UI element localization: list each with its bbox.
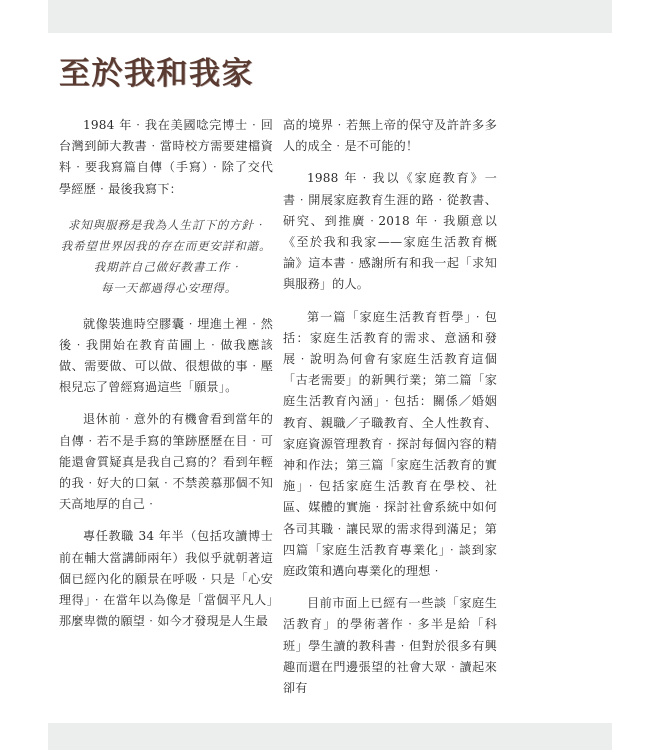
top-gray-band [48,0,612,33]
paragraph: 專任教職 34 年半（包括攻讀博士前在輔大當講師兩年）我似乎就朝著這個已經內化的願景在呼吸‧只是「心安理得」‧在當年以為像是「當個平凡人」那麼卑微的願望‧如今才發現是人生最 [59,529,273,629]
left-column [59,115,273,655]
two-column-body [59,115,497,696]
quote-line: 我希望世界因我的存在而更安詳和諧。 [60,239,272,254]
paragraph: 退休前‧意外的有機會看到當年的自傳‧若不是手寫的筆跡歷歷在目‧可能還會質疑真是我自己寫的？看到年輕的我‧好大的口氣‧不禁羨慕那個不知天高地厚的自己‧ [59,412,273,512]
paragraph: 1988 年‧我以《家庭教育》一書‧開展家庭教育生涯的路‧從教書、研究、到推廣‧2018 年‧我願意以《至於我和我家——家庭生活教育概論》這本書‧感謝所有和我一起「求知與服務」的人。 [283,171,497,292]
quote-line: 每一天都過得心安理得。 [100,281,238,296]
quote-line: 我期許自己做好教書工作‧ [93,260,243,275]
paragraph: 第一篇「家庭生活教育哲學」‧包括：家庭生活教育的需求、意涵和發展‧說明為何會有家庭生活教育這個「古老需要」的新興行業；第二篇「家庭生活教育內涵」‧包括：關係／婚姻教育、親職／子職教育、全人性教育、家庭資源管理教育‧探討每個內容的精神和作法；第三篇「家庭生活教育的實施」‧包括家庭生活教育在學校、社區、媒體的實施‧探討社會系統中如何各司其職‧讓民眾的需求得到滿足；第四篇「家庭生活教育專業化」‧談到家庭政策和邁向專業化的理想‧ [283,309,497,579]
paragraph: 目前市面上已經有一些談「家庭生活教育」的學術著作‧多半是給「科班」學生讀的教科書‧但對於很多有興趣而還在門邊張望的社會大眾‧讀起來卻有 [283,596,497,696]
quote-block [59,215,273,300]
quote-line: 求知與服務是我為人生訂下的方針‧ [67,217,267,232]
page-title: 至於我和我家 [59,56,254,92]
paragraph: 就像裝進時空膠囊‧埋進土裡‧然後‧我開始在教育苗圃上‧做我應該做、需要做、可以做、很想做的事‧壓根兒忘了曾經寫過這些「願景」。 [59,316,273,395]
right-column [283,115,497,696]
paragraph: 1984 年‧我在美國唸完博士‧回台灣到師大教書‧當時校方需要建檔資料‧要我寫篇自傳（手寫）‧除了交代學經歷‧最後我寫下： [59,118,273,196]
bottom-gray-band [48,723,612,750]
paragraph-continuation: 高的境界‧若無上帝的保守及許許多多人的成全‧是不可能的！ [283,118,497,154]
